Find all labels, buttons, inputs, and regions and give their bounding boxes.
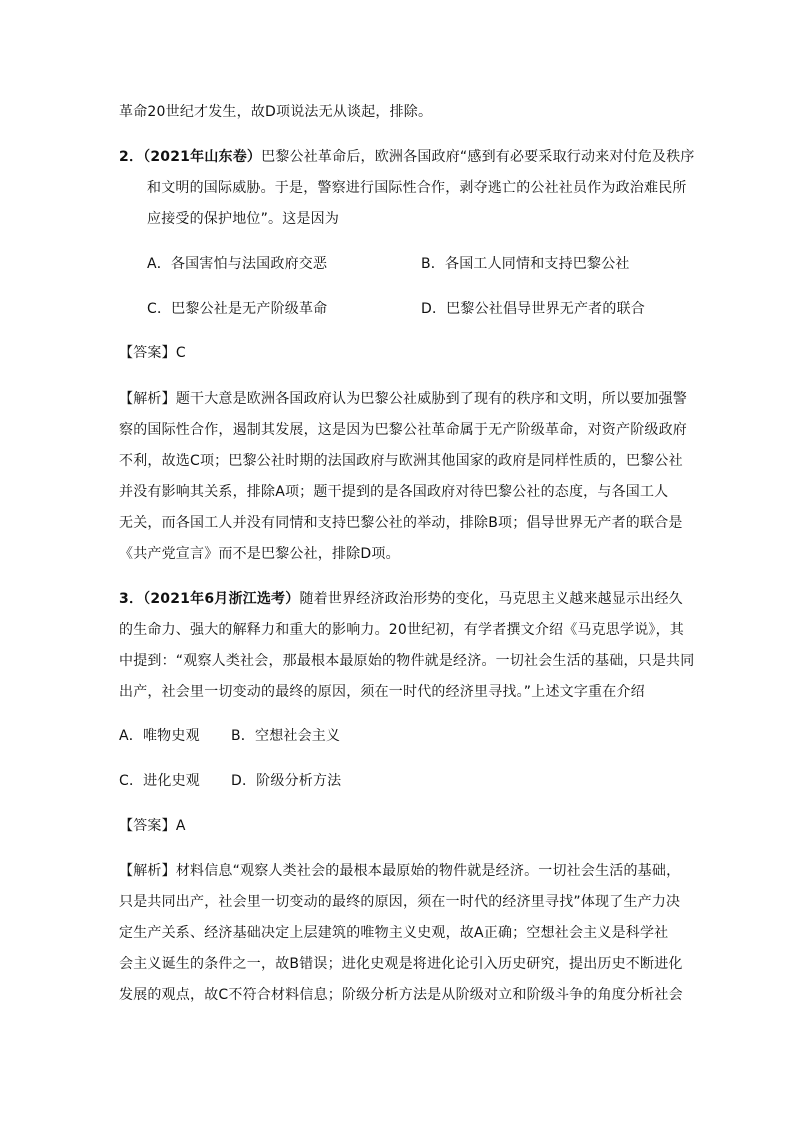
question-2-first-line <box>119 147 695 167</box>
question-number: 2． <box>119 149 144 165</box>
analysis-line: 并没有影响其关系，排除A项；题干提到的是各国政府对待巴黎公社的态度，与各国工人 <box>119 484 669 500</box>
option-c: C．进化史观 <box>119 773 200 789</box>
analysis-line: 察的国际性合作，遏制其发展，这是因为巴黎公社革命属于无产阶级革命，对资产阶级政府 <box>119 422 687 438</box>
analysis-line: 会主义诞生的条件之一，故B错误；进化史观是将进化论引入历史研究，提出历史不断进化 <box>119 956 683 972</box>
answer-value: A <box>175 818 186 834</box>
previous-analysis-tail: 革命20世纪才发生，故D项说法无从谈起，排除。 <box>119 104 433 120</box>
analysis-line: 材料信息“观察人类社会的最根本最原始的物件就是经济。一切社会生活的基础， <box>175 863 681 879</box>
analysis-line: 题干大意是欧洲各国政府认为巴黎公社威胁到了现有的秩序和文明，所以要加强警 <box>175 391 688 407</box>
analysis-line: 定生产关系、经济基础决定上层建筑的唯物主义史观，故A正确；空想社会主义是科学社 <box>119 925 669 941</box>
answer-line <box>119 343 186 363</box>
question-stem-line: 出产，社会里一切变动的最终的原因，须在一时代的经济里寻找。”上述文字重在介绍 <box>119 684 645 700</box>
option-b: B．空想社会主义 <box>231 728 341 744</box>
question-number: 3． <box>119 591 144 607</box>
analysis-first-line <box>119 861 680 881</box>
option-a: A．各国害怕与法国政府交恶 <box>147 256 328 272</box>
analysis-line: 只是共同出产，社会里一切变动的最终的原因，须在一时代的经济里寻找”体现了生产力决 <box>119 894 681 910</box>
question-stem-line: 随着世界经济政治形势的变化，马克思主义越来越显示出经久 <box>299 591 683 607</box>
option-b: B．各国工人同情和支持巴黎公社 <box>421 256 630 272</box>
option-d: D．阶级分析方法 <box>231 773 342 789</box>
option-c: C．巴黎公社是无产阶级革命 <box>147 301 328 317</box>
question-stem-line: 巴黎公社革命后，欧洲各国政府“感到有必要采取行动来对付危及秩序 <box>261 149 695 165</box>
analysis-line: 《共产党宣言》而不是巴黎公社，排除D项。 <box>119 546 400 562</box>
answer-line <box>119 816 186 836</box>
question-stem-line: 的生命力、强大的解释力和重大的影响力。20世纪初，有学者撰文介绍《马克思学说》，其 <box>119 622 685 638</box>
answer-value: C <box>175 345 186 361</box>
question-source: （2021年山东卷） <box>143 149 262 165</box>
option-d: D．巴黎公社倡导世界无产者的联合 <box>421 301 645 317</box>
question-stem-line: 应接受的保护地位”。这是因为 <box>147 211 340 227</box>
answer-label: 【答案】 <box>119 345 176 361</box>
option-a: A．唯物史观 <box>119 728 200 744</box>
question-stem-line: 和文明的国际威胁。于是，警察进行国际性合作，剥夺逃亡的公社社员作为政治难民所 <box>147 180 687 196</box>
question-3-first-line <box>119 589 683 609</box>
analysis-line: 发展的观点，故C不符合材料信息；阶级分析方法是从阶级对立和阶级斗争的角度分析社会 <box>119 987 683 1003</box>
analysis-label: 【解析】 <box>119 391 176 407</box>
analysis-line: 不利，故选C项；巴黎公社时期的法国政府与欧洲其他国家的政府是同样性质的，巴黎公社 <box>119 453 683 469</box>
analysis-first-line <box>119 389 687 409</box>
analysis-line: 无关，而各国工人并没有同情和支持巴黎公社的举动，排除B项；倡导世界无产者的联合是 <box>119 515 683 531</box>
question-source: （2021年6月浙江选考） <box>143 591 300 607</box>
analysis-label: 【解析】 <box>119 863 176 879</box>
answer-label: 【答案】 <box>119 818 176 834</box>
question-stem-line: 中提到：“观察人类社会，那最根本最原始的物件就是经济。一切社会生活的基础，只是共同 <box>119 653 695 669</box>
